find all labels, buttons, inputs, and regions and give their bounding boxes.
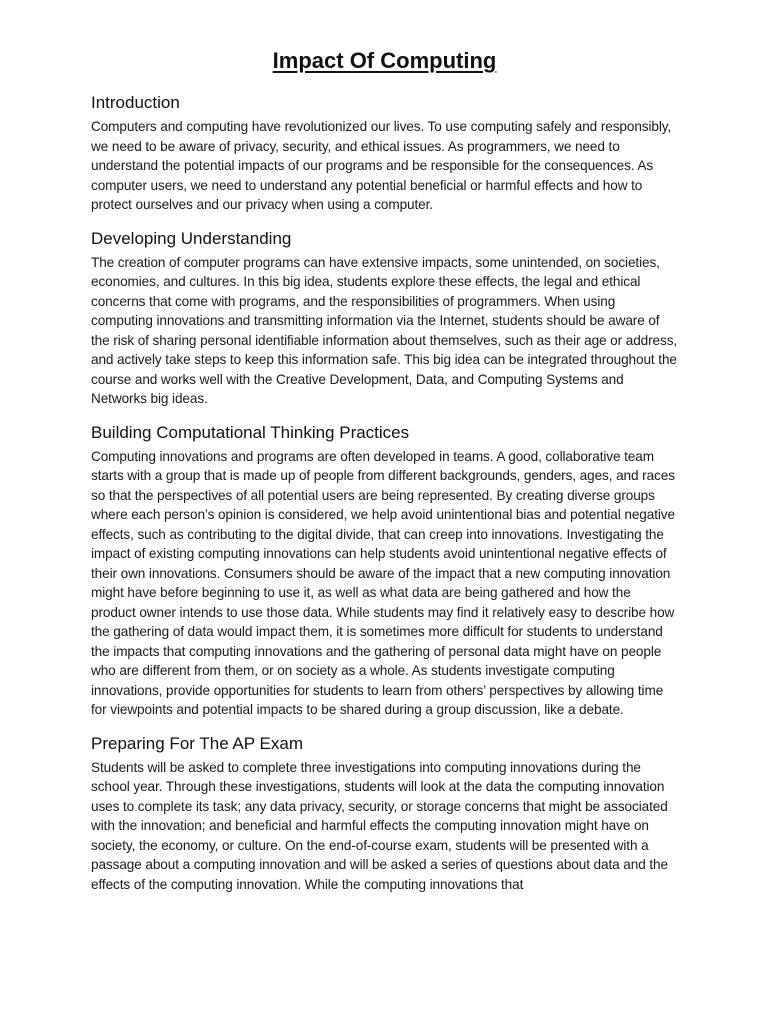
section-heading: Building Computational Thinking Practices [91,422,410,442]
section-heading: Introduction [91,93,180,112]
section-heading: Developing Understanding [91,228,292,248]
section-body: Students will be asked to complete three investigations into computing innovations during the school year. Through these investigations, students will look at the data the computing innovation uses to complete its task; any data privacy, security, or storage concerns that might be associated with the innovation; and beneficial and harmful effects the computing innovation might have on society, the economy, or culture. On the end-of-course exam, students will be presented with a passage about a computing innovation and will be asked a series of questions about data and the effects of the computing innovation. While the computing innovations that [91,759,668,892]
section-developing-understanding [91,227,678,409]
document-title: Impact Of Computing [272,48,497,73]
section-body: Computing innovations and programs are often developed in teams. A good, collaborative team starts with a group that is made up of people from different backgrounds, genders, ages, and races so that the perspectives of all potential users are being represented. By creating diverse groups where each person’s opinion is considered, we help avoid unintentional bias and potential negative effects, such as contributing to the digital divide, that can creep into innovations. Investigating the impact of existing computing innovations can help students avoid unintentional negative effects of their own innovations. Consumers should be aware of the impact that a new computing innovation might have before beginning to use it, as well as what data are being gathered and how the product owner intends to use those data. While students may find it relatively easy to describe how the gathering of data would impact them, it is sometimes more difficult for students to understand the impacts that computing innovations and the gathering of personal data might have on people who are different from them, or on society as a whole. As students investigate computing innovations, provide opportunities for students to learn from others’ perspectives by allowing time for viewpoints and potential impacts to be shared during a group discussion, like a debate. [91,448,675,717]
section-body: Computers and computing have revolutionized our lives. To use computing safely and responsibly, we need to be aware of privacy, security, and ethical issues. As programmers, we need to understand the potential impacts of our programs and be responsible for the consequences. As computer users, we need to understand any potential beneficial or harmful effects and how to protect ourselves and our privacy when using a computer. [91,119,672,212]
section-computational-thinking [91,421,678,720]
section-body: The creation of computer programs can have extensive impacts, some unintended, on societies, economies, and cultures. In this big idea, students explore these effects, the legal and ethical concerns that come with programs, and the responsibilities of programmers. When using computing innovations and transmitting information via the Internet, students should be aware of the risk of sharing personal identifiable information about themselves, such as their age or address, and actively take steps to keep this information safe. This big idea can be integrated throughout the course and works well with the Creative Development, Data, and Computing Systems and Networks big ideas. [91,254,678,406]
section-ap-exam [91,732,678,895]
section-heading: Preparing For The AP Exam [91,733,303,753]
section-introduction [91,91,678,215]
